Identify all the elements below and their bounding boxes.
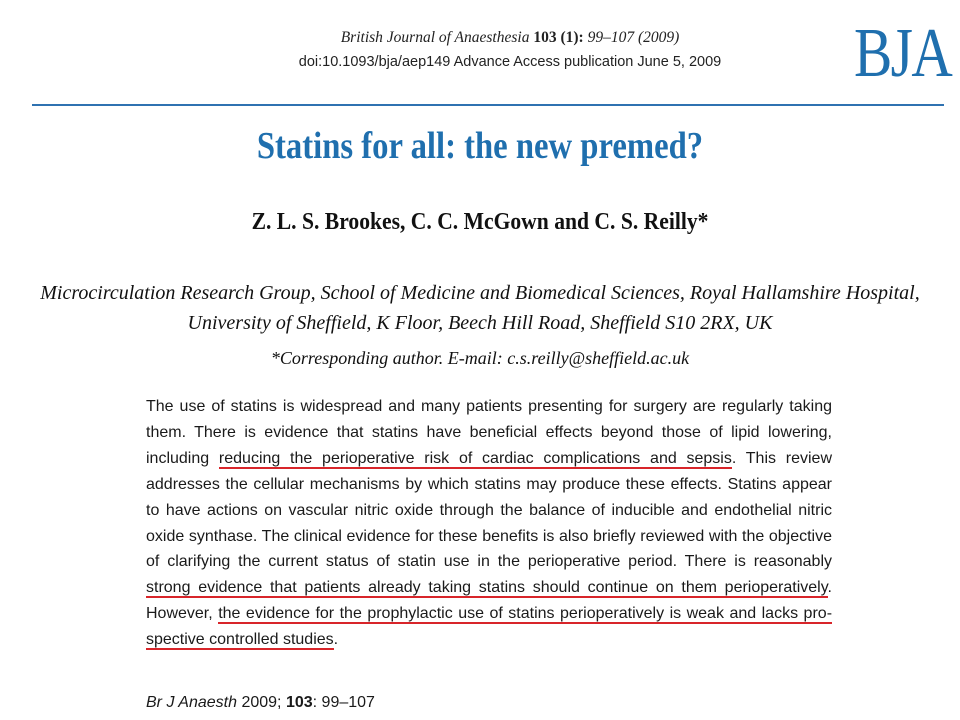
citation-journal: Br J Anaesth <box>146 694 238 711</box>
affiliation-line-1: Microcirculation Research Group, School of Medicine and Biomedical Sciences, Royal Hallamshire Hospital, <box>40 282 920 304</box>
journal-issue: (1): <box>560 29 584 46</box>
affiliation <box>20 278 940 338</box>
journal-citation-line <box>210 28 810 48</box>
abstract-text-4: . <box>333 631 339 649</box>
abstract-text-1: The use of statins is widespread and many patients presenting for surgery are regularly taking them. There is evidence that statins have beneficial effects beyond those of lipid lowering, including <box>146 398 832 467</box>
abstract-text-3: . However, <box>146 579 832 623</box>
abstract-text-2: . This review addresses the cellular mechanisms by which statins may produce these effects. Statins appear to have actions on vascular nitric oxide through the balance of inducible and endothelial nitric oxide synthase. The clinical evidence for these benefits is also briefly reviewed with the objective of clarifying the current status of statin use in the perioperative period. There is reasonably <box>146 449 833 571</box>
highlight-cardiac-sepsis: reducing the perioperative risk of cardiac complications and sepsis <box>218 449 732 467</box>
corresponding-author: *Corresponding author. E-mail: c.s.reilly@sheffield.ac.uk <box>270 348 690 368</box>
affiliation-line-2: University of Sheffield, K Floor, Beech Hill Road, Sheffield S10 2RX, UK <box>187 312 773 334</box>
journal-pages-year: 99–107 (2009) <box>587 29 680 46</box>
highlight-continue-statins: strong evidence that patients already taking statins should continue on them perioperatively <box>146 579 828 597</box>
citation-pages: : 99–107 <box>312 694 375 711</box>
citation-year: 2009; <box>237 694 286 711</box>
highlight-prophylactic-weak: the evidence for the prophylactic use of statins perioperatively is weak and lacks prospective controlled studies <box>146 605 833 649</box>
journal-name: British Journal of Anaesthesia <box>340 29 530 46</box>
header-divider <box>32 104 944 106</box>
bja-logo: BJA <box>854 15 952 92</box>
citation-volume: 103 <box>285 694 313 711</box>
article-authors: Z. L. S. Brookes, C. C. McGown and C. S. Reilly* <box>251 209 709 235</box>
article-title: Statins for all: the new premed? <box>256 125 704 167</box>
abstract-paragraph <box>146 394 832 653</box>
doi-line: doi:10.1093/bja/aep149 Advance Access publication June 5, 2009 <box>298 54 722 70</box>
journal-volume: 103 <box>533 29 557 46</box>
article-citation <box>146 692 375 714</box>
